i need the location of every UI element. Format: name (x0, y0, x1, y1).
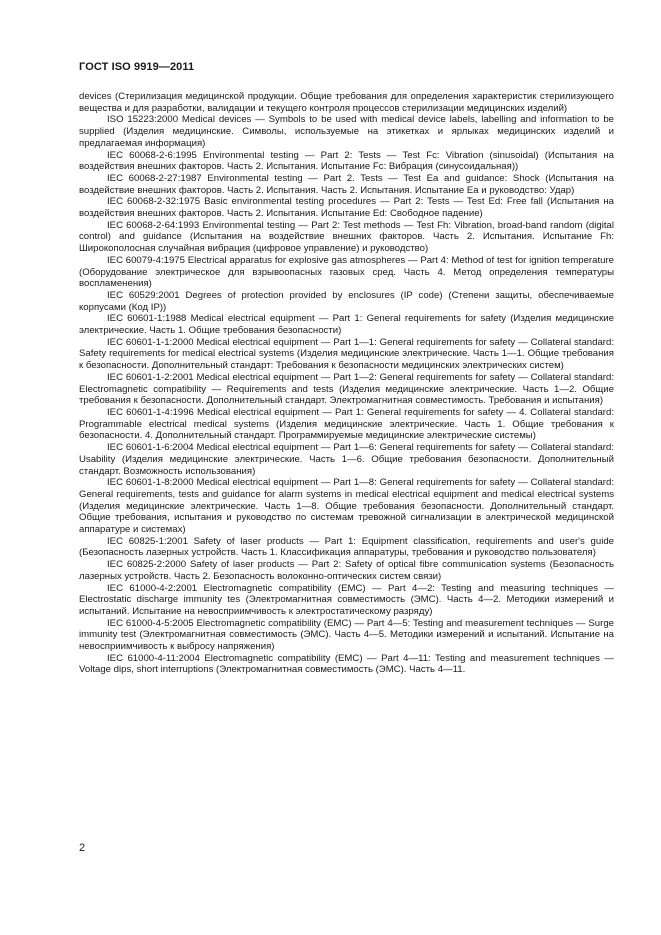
reference-paragraph: IEC 61000-4-11:2004 Electromagnetic compatibility (EMC) — Part 4—11: Testing and measurement techniques — Voltage dips, short interruptions (Электромагнитная совместимость (ЭМС). Часть 4—11. (79, 652, 614, 676)
reference-paragraph: IEC 60529:2001 Degrees of protection provided by enclosures (IP code) (Степени защиты, обеспечиваемые корпусами (Код IP)) (79, 289, 614, 313)
reference-paragraph: IEC 60068-2-32:1975 Basic environmental testing procedures — Part 2: Tests — Test Ed: Free fall (Испытания на воздействия внешних факторов. Часть 2. Испытания. Испытание Ed: Свободное падение) (79, 196, 614, 220)
reference-paragraph: IEC 60068-2-64:1993 Environmental testing — Part 2: Test methods — Test Fh: Vibration, broad-band random (digital control) and guidance (Испытания на воздействие внешних факторов. Часть 2. Испытания. Испытание Fh: Широкополосная случайная вибрация (цифровое управление) и руководство) (79, 219, 614, 255)
reference-paragraph: IEC 60601-1:1988 Medical electrical equipment — Part 1: General requirements for safety (Изделия медицинские электрические. Часть 1. Общие требования безопасности) (79, 313, 614, 337)
references-list (79, 91, 614, 676)
reference-paragraph: IEC 60601-1-1:2000 Medical electrical equipment — Part 1—1: General requirements for safety — Collateral standard: Safety requirements for medical electrical systems (Изделия медицинские электрические. Часть 1—1. Общие требования к безопасности. Дополнительный стандарт: Требования к безопасности медицинских электрических систем) (79, 336, 614, 372)
reference-paragraph: IEC 60601-1-8:2000 Medical electrical equipment — Part 1—8: General requirements for safety — Collateral standard: General requirements, tests and guidance for alarm systems in medical electrical equipment and medical electrical systems (Изделия медицинские электрические. Часть 1—8. Общие требования безопасности. Дополнительный стандарт. Общие требования, испытания и руководство по системам тревожной сигнализации в электрической медицинской аппаратуре и системах) (79, 477, 614, 536)
page-number: 2 (79, 842, 86, 854)
reference-paragraph: IEC 60601-1-4:1996 Medical electrical equipment — Part 1: General requirements for safety — 4. Collateral standard: Programmable electrical medical systems (Изделия медицинские электрические. Часть 1. Общие требования к безопасности. 4. Дополнительный стандарт. Программируемые медицинские электрические системы) (79, 406, 614, 442)
reference-paragraph: IEC 60068-2-6:1995 Environmental testing — Part 2: Tests — Test Fc: Vibration (sinusoidal) (Испытания на воздействия внешних факторов. Часть 2. Испытания. Испытание Fc: Вибрация (синусоидальная)) (79, 149, 614, 173)
reference-paragraph: IEC 60068-2-27:1987 Environmental testing — Part 2. Tests — Test Ea and guidance: Shock (Испытания на воздействие внешних факторов. Часть 2. Испытания. Часть 2. Испытания. Испытание Ea и руководство: Удар) (79, 172, 614, 196)
reference-paragraph: IEC 60079-4:1975 Electrical apparatus for explosive gas atmospheres — Part 4: Method of test for ignition temperature (Оборудование электрическое для взрывоопасных газовых сред. Часть 4. Метод определения температуры воспламенения) (79, 254, 614, 290)
reference-paragraph: IEC 60825-1:2001 Safety of laser products — Part 1: Equipment classification, requirements and user's guide (Безопасность лазерных устройств. Часть 1. Классификация аппаратуры, требования и руководство пользователя) (79, 535, 614, 559)
reference-paragraph: ISO 15223:2000 Medical devices — Symbols to be used with medical device labels, labelling and information to be supplied (Изделия медицинские. Символы, используемые на этикетках и ярлыках медицинских изделий и предлагаемая информация) (79, 114, 614, 149)
reference-paragraph: IEC 60601-1-2:2001 Medical electrical equipment — Part 1—2: General requirements for safety — Collateral standard: Electromagnetic compatibility — Requirements and tests (Изделия медицинские электрические. Часть 1—2. Общие требования к безопасности. Дополнительный стандарт. Электромагнитная совместимость. Требования и испытания) (79, 371, 614, 407)
reference-paragraph: IEC 60601-1-6:2004 Medical electrical equipment — Part 1—6: General requirements for safety — Collateral standard: Usability (Изделия медицинские электрические. Часть 1—6. Общие требования безопасности. Дополнительный стандарт. Возможность использования) (79, 442, 614, 477)
reference-paragraph: IEC 61000-4-2:2001 Electromagnetic compatibility (EMC) — Part 4—2: Testing and measuring techniques — Electrostatic discharge immunity tes (Электромагнитная совместимость (ЭМС). Часть 4—2. Методики измерений и испытаний. Испытание на невосприимчивость к электростатическому разряду) (79, 582, 614, 617)
reference-paragraph: IEC 60825-2:2000 Safety of laser products — Part 2: Safety of optical fibre communication systems (Безопасность лазерных устройств. Часть 2. Безопасность волоконно-оптических систем связи) (79, 559, 614, 582)
standard-header: ГОСТ ISO 9919—2011 (79, 61, 195, 73)
reference-paragraph: devices (Стерилизация медицинской продукции. Общие требования для определения характеристик стерилизующего вещества и для разработки, валидации и текущего контроля процессов стерилизации медицинских изделий) (79, 91, 614, 114)
reference-paragraph: IEC 61000-4-5:2005 Electromagnetic compatibility (EMC) — Part 4—5: Testing and measurement techniques — Surge immunity test (Электромагнитная совместимость (ЭМС). Часть 4—5. Методики измерений и испытаний. Испытание на невосприимчивость к выбросу напряжения) (79, 617, 614, 653)
